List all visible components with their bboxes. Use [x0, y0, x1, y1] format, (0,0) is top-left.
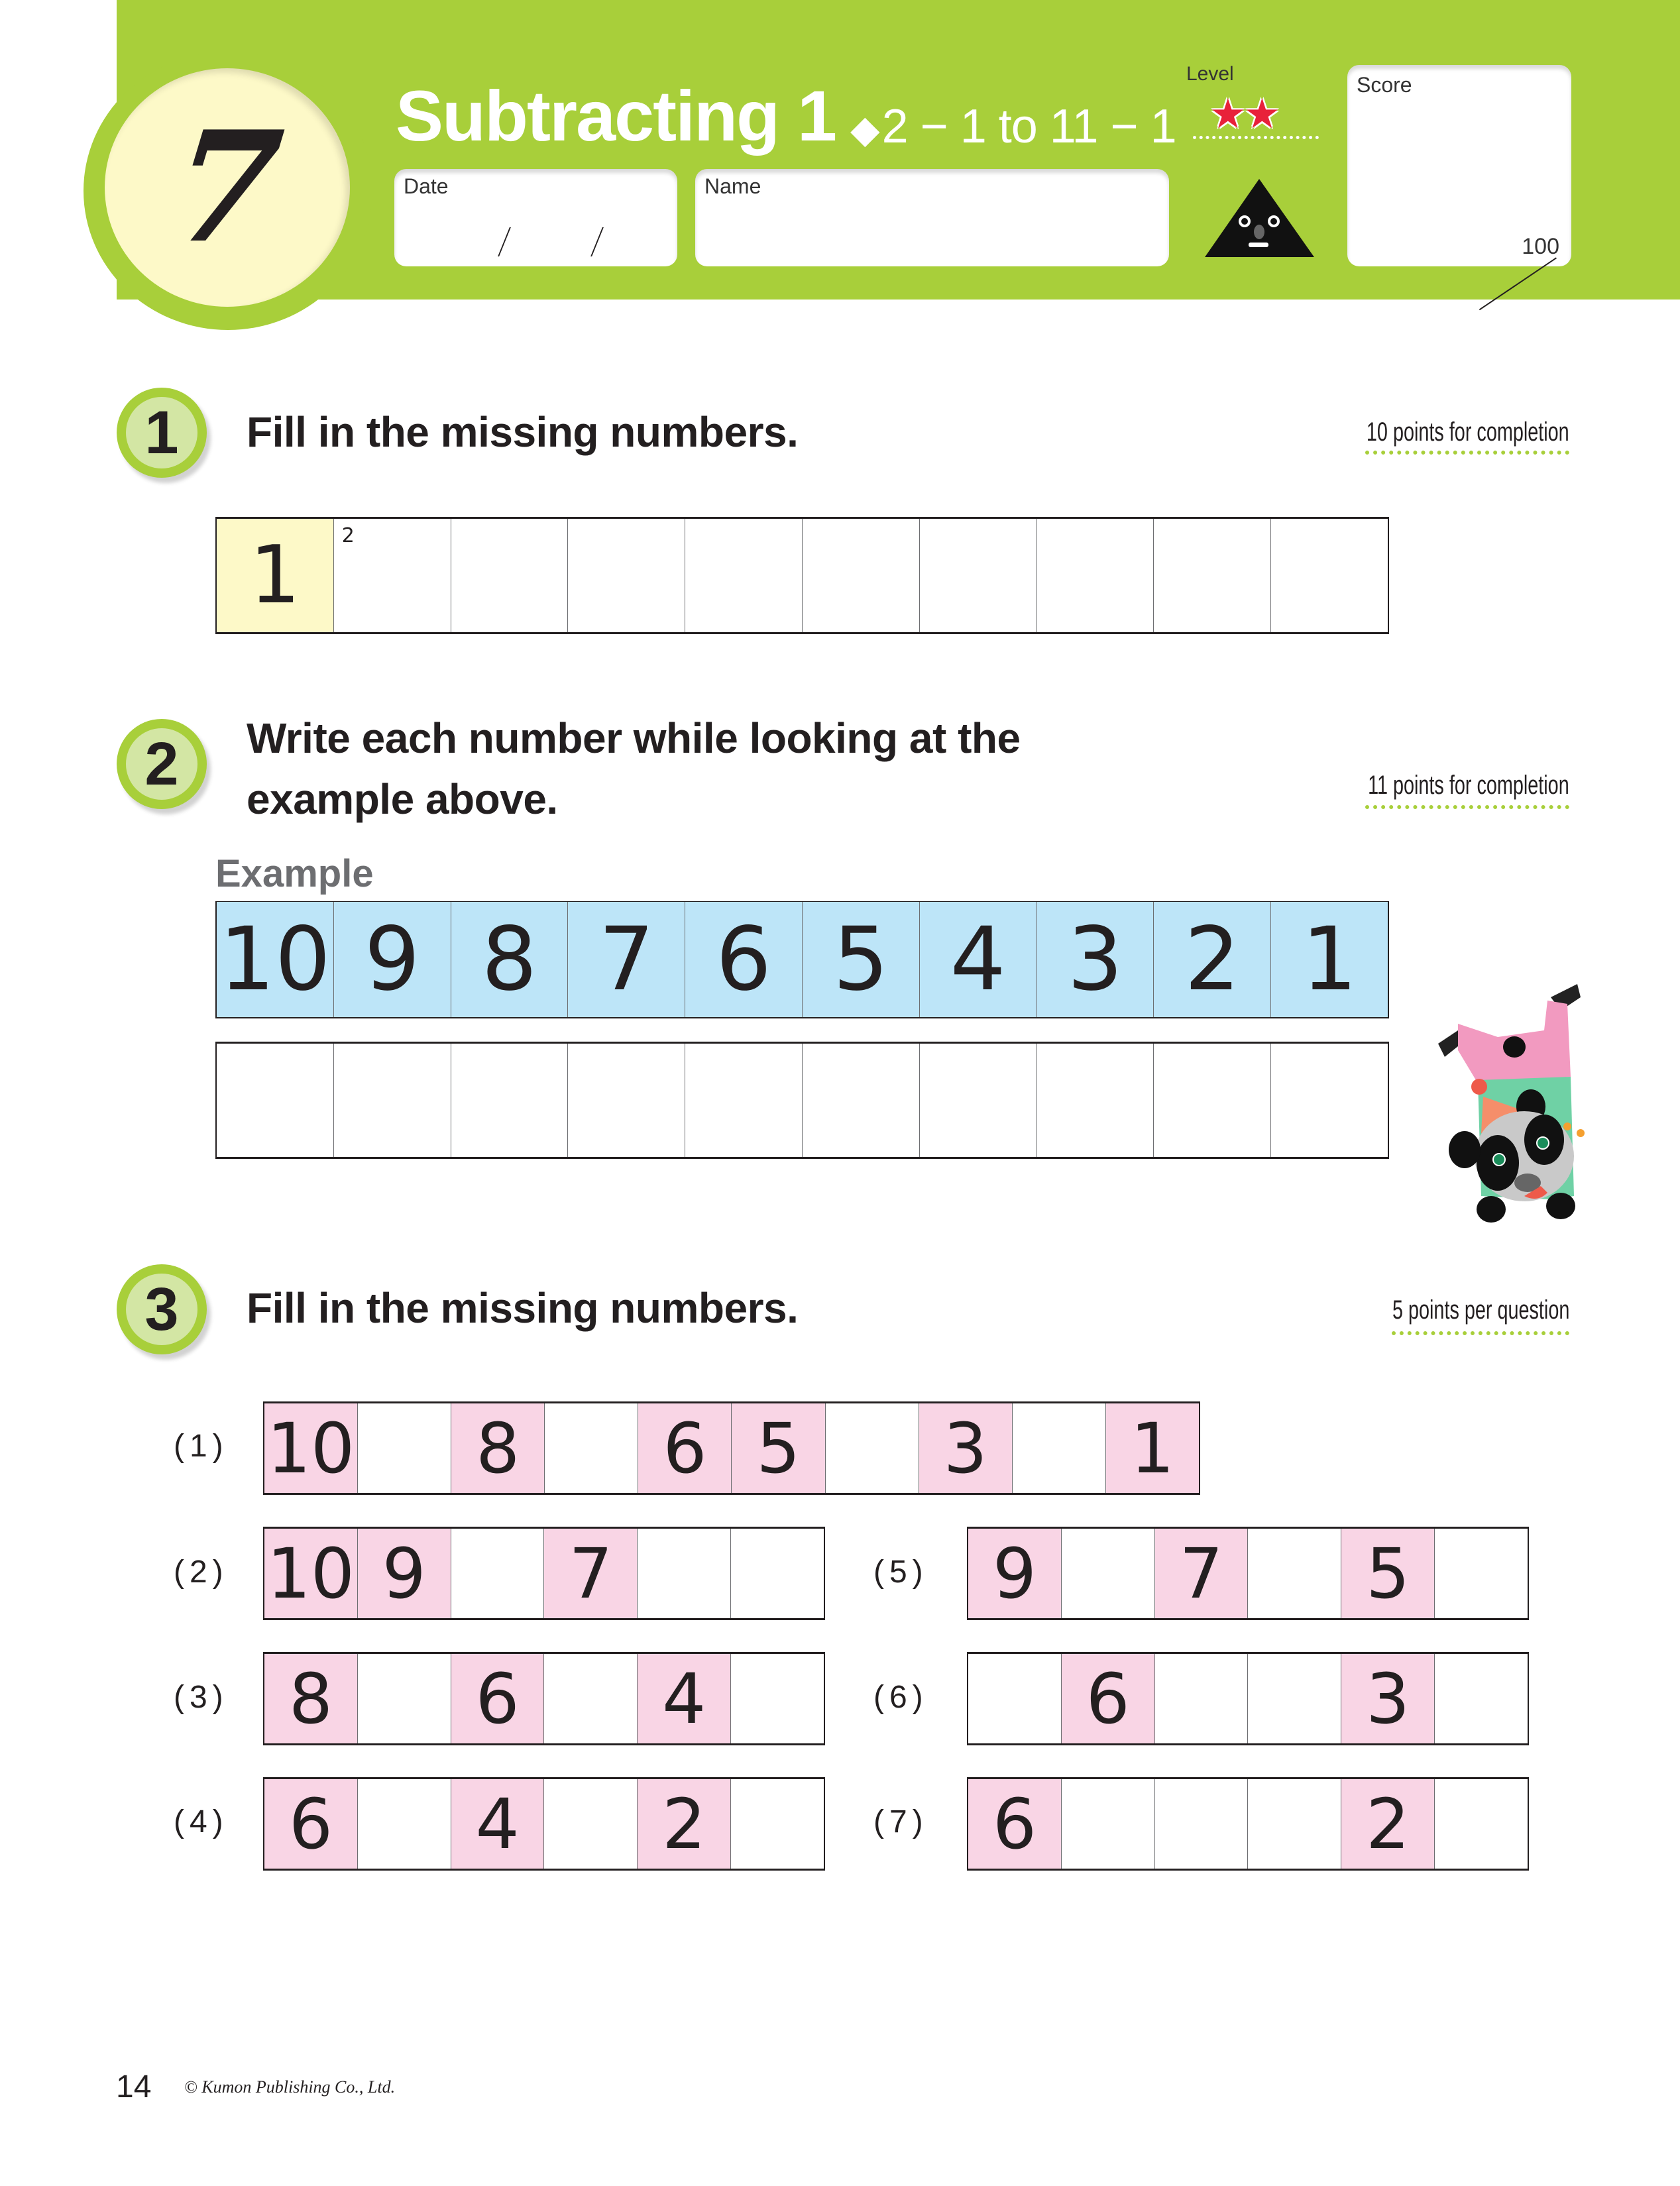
grid-cell-answer[interactable]: [1271, 519, 1388, 632]
grid-cell-answer[interactable]: [544, 1779, 638, 1869]
section-2-instruction-line1: Write each number while looking at the: [247, 714, 1021, 762]
grid-cell-answer[interactable]: [334, 1044, 451, 1157]
grid-cell-answer[interactable]: [920, 519, 1037, 632]
question-label: (6): [873, 1680, 928, 1715]
grid-cell-answer[interactable]: [1154, 1044, 1271, 1157]
question-label: (5): [873, 1555, 928, 1590]
grid-cell-given: 3: [919, 1403, 1013, 1493]
page-subtitle: [850, 99, 1176, 154]
grid-cell-answer[interactable]: [685, 519, 803, 632]
question-label: (1): [174, 1429, 229, 1464]
grid-cell-answer[interactable]: [803, 1044, 920, 1157]
diamond-icon: ◆: [850, 108, 879, 151]
grid-cell-given: 6: [968, 1779, 1062, 1869]
grid-cell-given: 2: [1341, 1779, 1435, 1869]
question-7-grid: [967, 1777, 1529, 1871]
grid-cell-answer[interactable]: [1013, 1403, 1106, 1493]
grid-cell-given: 3: [1341, 1654, 1435, 1743]
cell-hint: 2: [341, 524, 355, 547]
grid-cell-given: 8: [264, 1654, 358, 1743]
grid-cell-answer[interactable]: [1062, 1529, 1155, 1618]
date-separator: [498, 227, 511, 256]
grid-cell-answer[interactable]: [731, 1654, 824, 1743]
example-cell: 6: [685, 902, 803, 1017]
date-label: Date: [404, 174, 449, 198]
grid-cell-given: 7: [544, 1529, 638, 1618]
grid-cell-given: 4: [638, 1654, 731, 1743]
section-1-instruction: Fill in the missing numbers.: [247, 408, 799, 456]
grid-cell-answer[interactable]: [1271, 1044, 1388, 1157]
question-4-grid: [263, 1777, 825, 1871]
section-3-number: 3: [126, 1274, 197, 1345]
example-cell: 8: [451, 902, 569, 1017]
question-6-grid: [967, 1652, 1529, 1745]
section-2-number: 2: [126, 728, 197, 800]
section-2-badge: [117, 719, 207, 809]
section-3-points-text: 5 points per question: [1392, 1295, 1569, 1325]
section-3-instruction: Fill in the missing numbers.: [247, 1284, 799, 1332]
grid-cell-given: 8: [451, 1403, 545, 1493]
grid-cell-answer[interactable]: [1037, 519, 1154, 632]
example-cell: 10: [217, 902, 334, 1017]
grid-cell-answer[interactable]: [451, 1529, 545, 1618]
grid-cell-answer[interactable]: [968, 1654, 1062, 1743]
grid-cell-given: 6: [1062, 1654, 1155, 1743]
section-2-instruction-line2: example above.: [247, 775, 558, 823]
example-cell: 7: [568, 902, 685, 1017]
grid-cell-answer[interactable]: [1037, 1044, 1154, 1157]
grid-cell-answer[interactable]: [920, 1044, 1037, 1157]
name-label: Name: [704, 174, 761, 198]
grid-cell-given: 9: [968, 1529, 1062, 1618]
grid-cell-answer[interactable]: [1248, 1779, 1341, 1869]
grid-cell-answer[interactable]: [826, 1403, 919, 1493]
example-cell: 9: [334, 902, 451, 1017]
grid-cell-given: 10: [264, 1403, 358, 1493]
grid-cell-answer[interactable]: [544, 1654, 638, 1743]
grid-cell-given: 5: [1341, 1529, 1435, 1618]
chapter-badge-inner: [105, 68, 350, 307]
grid-cell-given: 9: [358, 1529, 451, 1618]
chapter-number: 7: [164, 98, 290, 277]
level-dotted-line: [1193, 136, 1319, 139]
grid-cell-answer[interactable]: [1155, 1779, 1249, 1869]
grid-cell-answer[interactable]: [217, 1044, 334, 1157]
grid-cell-answer[interactable]: [1154, 519, 1271, 632]
grid-cell-answer[interactable]: [568, 519, 685, 632]
grid-cell-answer[interactable]: [358, 1779, 451, 1869]
question-5-grid: [967, 1527, 1529, 1620]
question-label: (2): [174, 1555, 229, 1590]
section-3-badge: [117, 1264, 207, 1354]
example-label: Example: [215, 852, 374, 895]
panda-illustration: [1431, 971, 1591, 1223]
practice-grid: [215, 1042, 1389, 1159]
section-1-grid: [215, 517, 1389, 634]
triangle-face-icon: [1205, 179, 1314, 257]
score-field[interactable]: [1347, 65, 1571, 266]
question-3-grid: [263, 1652, 825, 1745]
level-label: Level: [1186, 63, 1234, 85]
grid-cell-given: 1: [1106, 1403, 1199, 1493]
section-2-points-text: 11 points for completion: [1368, 771, 1569, 800]
grid-cell-answer[interactable]: [1435, 1654, 1528, 1743]
grid-cell-answer[interactable]: [358, 1654, 451, 1743]
grid-cell-answer[interactable]: [334, 519, 451, 632]
level-stars-icon: ★★: [1209, 91, 1278, 137]
grid-cell-answer[interactable]: [638, 1529, 731, 1618]
grid-cell-given: 6: [451, 1654, 545, 1743]
page-title: Subtracting 1: [396, 76, 836, 156]
grid-cell-answer[interactable]: [1155, 1654, 1249, 1743]
grid-cell-given: 10: [264, 1529, 358, 1618]
example-cell: 4: [920, 902, 1037, 1017]
grid-cell-answer[interactable]: [1435, 1779, 1528, 1869]
grid-cell-answer[interactable]: [451, 1044, 569, 1157]
grid-cell-answer[interactable]: [685, 1044, 803, 1157]
grid-cell-answer[interactable]: [358, 1403, 451, 1493]
grid-cell-answer[interactable]: [1248, 1529, 1341, 1618]
grid-cell-answer[interactable]: [451, 519, 569, 632]
example-cell: 5: [803, 902, 920, 1017]
date-field[interactable]: [394, 169, 677, 266]
points-dotted-line: [1365, 805, 1569, 809]
grid-cell-given: 6: [264, 1779, 358, 1869]
question-label: (3): [174, 1680, 229, 1715]
example-cell: 2: [1154, 902, 1271, 1017]
points-dotted-line: [1365, 451, 1569, 455]
section-1-points-text: 10 points for completion: [1367, 417, 1569, 447]
grid-cell-answer[interactable]: [731, 1529, 824, 1618]
question-1-grid: [263, 1401, 1200, 1495]
question-label: (4): [174, 1804, 229, 1839]
example-grid: [215, 901, 1389, 1018]
grid-cell-answer[interactable]: [1248, 1654, 1341, 1743]
grid-cell-answer[interactable]: [568, 1044, 685, 1157]
example-cell: 1: [1271, 902, 1388, 1017]
grid-cell-given: 7: [1155, 1529, 1249, 1618]
page-number: 14: [116, 2069, 152, 2104]
grid-cell-given: 1: [217, 519, 334, 632]
grid-cell-given: 5: [732, 1403, 825, 1493]
grid-cell-answer[interactable]: [803, 519, 920, 632]
subtitle-text: 2 − 1 to 11 − 1: [881, 100, 1176, 153]
section-2-instruction: [247, 708, 1021, 830]
grid-cell-answer[interactable]: [545, 1403, 638, 1493]
date-separator: [590, 227, 604, 256]
section-1-number: 1: [126, 397, 197, 468]
question-label: (7): [873, 1804, 928, 1839]
grid-cell-given: 2: [638, 1779, 731, 1869]
name-field[interactable]: [695, 169, 1169, 266]
score-max: 100: [1522, 234, 1559, 259]
example-cell: 3: [1037, 902, 1154, 1017]
grid-cell-given: 4: [451, 1779, 545, 1869]
score-label: Score: [1357, 73, 1412, 97]
grid-cell-answer[interactable]: [1062, 1779, 1155, 1869]
grid-cell-given: 6: [638, 1403, 732, 1493]
grid-cell-answer[interactable]: [1435, 1529, 1528, 1618]
section-1-badge: [117, 388, 207, 478]
question-2-grid: [263, 1527, 825, 1620]
copyright: © Kumon Publishing Co., Ltd.: [184, 2077, 396, 2097]
grid-cell-answer[interactable]: [731, 1779, 824, 1869]
points-dotted-line: [1392, 1331, 1569, 1335]
